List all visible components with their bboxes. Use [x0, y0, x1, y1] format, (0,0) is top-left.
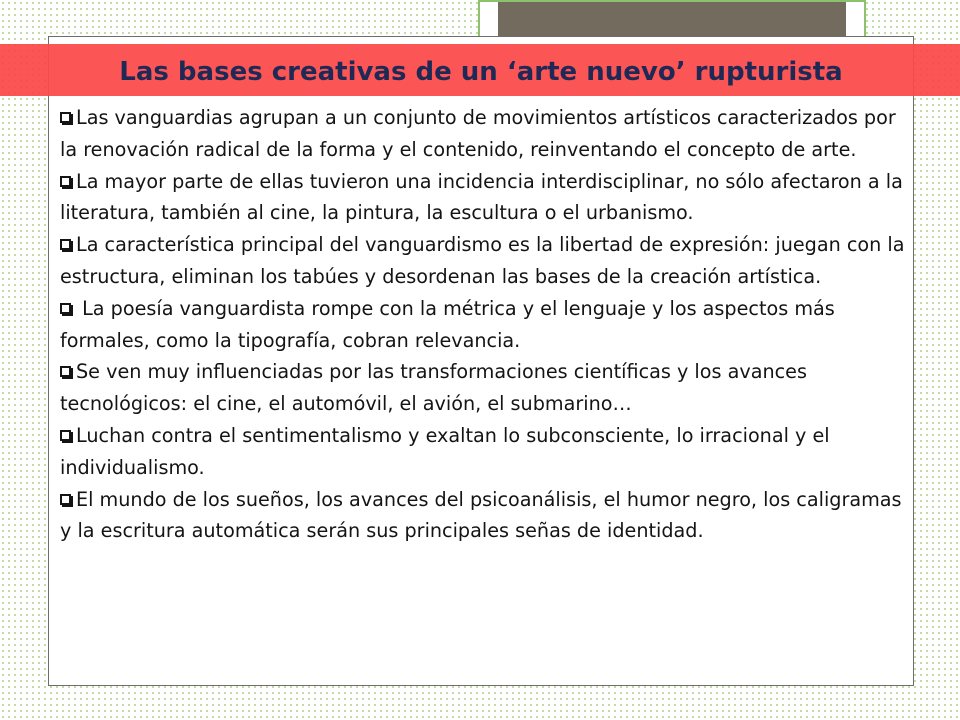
- checkbox-bullet-icon: [60, 239, 71, 250]
- bullet-text: La característica principal del vanguardismo es la libertad de expresión: juegan con la estructura, eliminan los tabúes y desordenan las bases de la creación artística.: [60, 233, 905, 288]
- checkbox-bullet-icon: [60, 303, 71, 314]
- bullet-list: [60, 102, 908, 547]
- checkbox-bullet-icon: [60, 176, 71, 187]
- checkbox-bullet-icon: [60, 366, 71, 377]
- checkbox-bullet-icon: [60, 430, 71, 441]
- checkbox-bullet-icon: [60, 112, 71, 123]
- slide-title: Las bases creativas de un ‘arte nuevo’ rupturista: [119, 57, 843, 87]
- bullet-text: La poesía vanguardista rompe con la métrica y el lenguaje y los aspectos más formales, como la tipografía, cobran relevancia.: [60, 296, 835, 352]
- checkbox-bullet-icon: [60, 494, 71, 505]
- bullet-item: [60, 293, 908, 357]
- bullet-text: Luchan contra el sentimentalismo y exaltan lo subconsciente, lo irracional y el individualismo.: [60, 423, 830, 479]
- bullet-text: La mayor parte de ellas tuvieron una incidencia interdisciplinar, no sólo afectaron a la literatura, también al cine, la pintura, la escultura o el urbanismo.: [60, 169, 903, 225]
- bullet-item: [60, 229, 908, 293]
- bullet-item: [60, 420, 908, 484]
- bullet-text: El mundo de los sueños, los avances del psicoanálisis, el humor negro, los caligramas y la escritura automática serán sus principales señas de identidad.: [60, 487, 902, 543]
- bullet-text: Se ven muy influenciadas por las transformaciones científicas y los avances tecnológicos: el cine, el automóvil, el avión, el submarino…: [60, 360, 807, 416]
- bullet-item: [60, 102, 908, 166]
- bullet-item: [60, 484, 908, 548]
- bullet-item: [60, 356, 908, 420]
- bullet-text: Las vanguardias agrupan a un conjunto de movimientos artísticos caracterizados por la renovación radical de la forma y el contenido, reinventando el concepto de arte.: [60, 106, 896, 161]
- bullet-item: [60, 166, 908, 230]
